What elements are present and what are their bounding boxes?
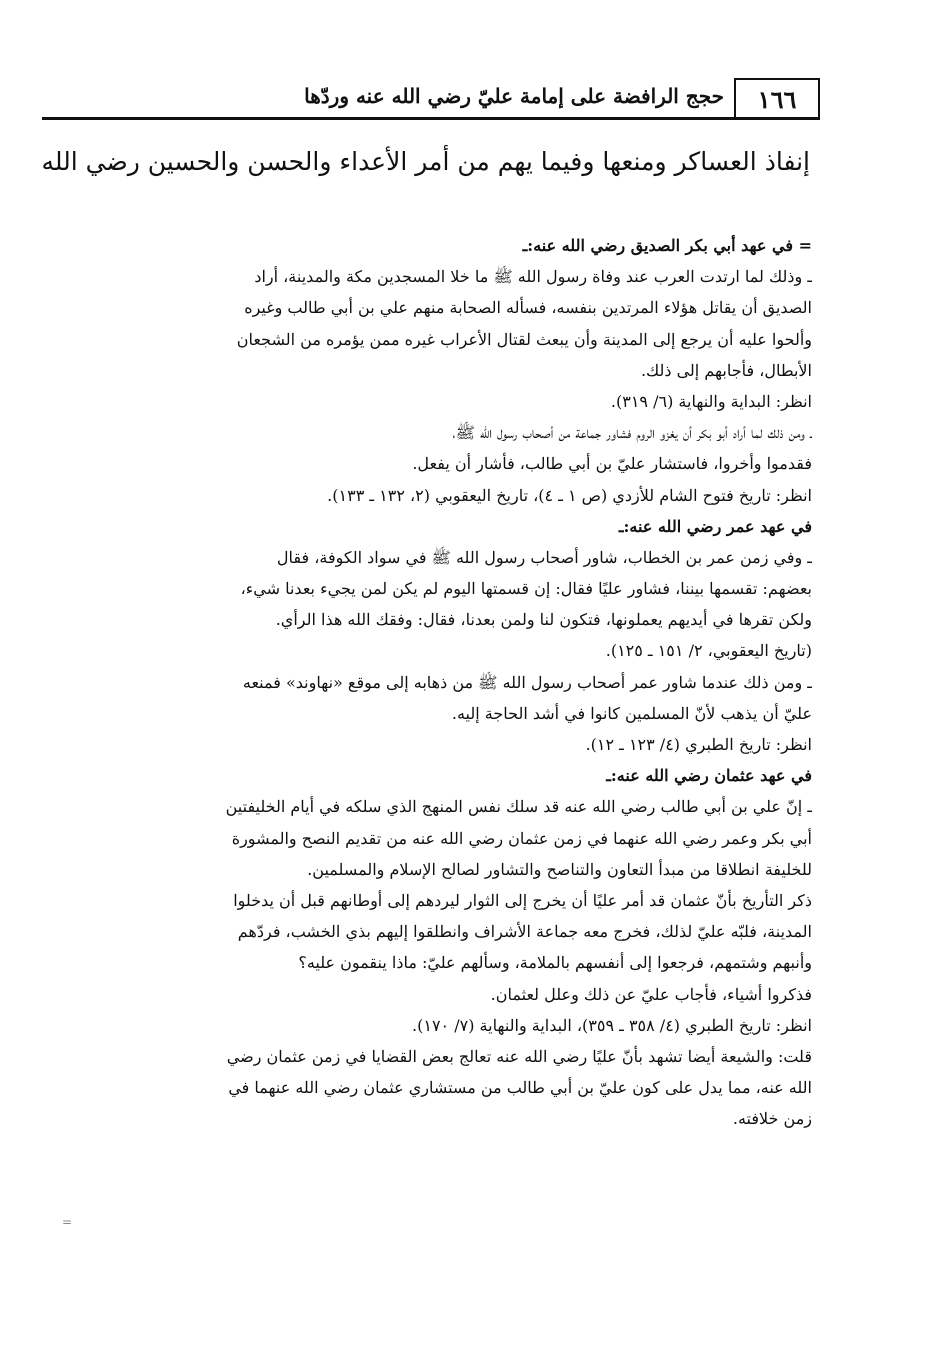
text-line: ذكر التأريخ بأنّ عثمان قد أمر عليًا أن يخرج إلى الثوار ليردهم إلى أوطانهم قبل أن يدخلوا — [233, 890, 812, 910]
section-subheading: في عهد عمر رضي الله عنه:ـ — [618, 516, 812, 536]
text-line: ـ ومن ذلك عندما شاور عمر أصحاب رسول الله ﷺ من ذهابه إلى موقع «نهاوند» فمنعه — [242, 672, 812, 692]
text-line: الله عنه، مما يدل على كون عليّ بن أبي طالب من مستشاري عثمان رضي الله عنهما في — [228, 1078, 812, 1098]
text-line: وأنبهم وشتمهم، فرجعوا إلى أنفسهم بالملامة، وسألهم عليّ: ماذا ينقمون عليه؟ — [298, 953, 812, 973]
text-line: ـ إنّ علي بن أبي طالب رضي الله عنه قد سلك نفس المنهج الذي سلكه في أيام الخليفتين — [225, 797, 812, 817]
text-line: ـ وذلك لما ارتدت العرب عند وفاة رسول الله ﷺ ما خلا المسجدين مكة والمدينة، أراد — [254, 267, 812, 287]
text-line: فذكروا أشياء، فأجاب عليّ عن ذلك وعلل لعثمان. — [490, 984, 812, 1004]
text-line: ـ ومن ذلك لما أراد أبو بكر أن يغزو الروم فشاور جماعة من أصحاب رسول الله ﷺ، — [452, 423, 812, 443]
text-line: أبي بكر وعمر رضي الله عنهما في زمن عثمان رضي الله عنه من تقديم النصح والمشورة — [231, 828, 812, 848]
text-line: عليّ أن يذهب لأنّ المسلمين كانوا في أشد الحاجة إليه. — [451, 703, 812, 723]
text-line: انظر: البداية والنهاية (٦/ ٣١٩). — [610, 391, 812, 411]
text-line: ولكن تقرها في أيديهم يعملونها، فتكون لنا ولمن بعدنا، فقال: وفقك الله هذا الرأي. — [275, 610, 812, 630]
text-line: ـ وفي زمن عمر بن الخطاب، شاور أصحاب رسول الله ﷺ في سواد الكوفة، فقال — [276, 547, 812, 567]
text-line: انظر: تاريخ الطبري (٤/ ٣٥٨ ـ ٣٥٩)، البداية والنهاية (٧/ ١٧٠). — [412, 1015, 812, 1035]
page-header — [42, 78, 820, 120]
text-line: وألحوا عليه أن يرجع إلى المدينة وأن يبعث لقتال الأعراب غيره ممن يؤمره من الشجعان — [236, 329, 812, 349]
section-title: إنفاذ العساكر ومنعها وفيما يهم من أمر الأعداء والحسن والحسين رضي الله — [41, 147, 810, 176]
text-line: زمن خلافته. — [732, 1109, 812, 1129]
text-line: قلت: والشيعة أيضا تشهد بأنّ عليًا رضي الله عنه تعالج بعض القضايا في زمن عثمان رضي — [226, 1046, 812, 1066]
text-line: انظر: تاريخ فتوح الشام للأزدي (ص ١ ـ ٤)، تاريخ اليعقوبي (٢، ١٣٢ ـ ١٣٣). — [327, 485, 812, 505]
section-subheading: = في عهد أبي بكر الصديق رضي الله عنه:ـ — [522, 236, 812, 255]
text-line: الأبطال، فأجابهم إلى ذلك. — [640, 360, 812, 380]
text-line: المدينة، فلبّه عليّ لذلك، فخرج معه جماعة الأشراف وانطلقوا إليهم بذي الخشب، فردّهم — [237, 922, 812, 942]
text-line: انظر: تاريخ الطبري (٤/ ١٢٣ ـ ١٢). — [585, 735, 812, 754]
body-text — [20, 230, 812, 1134]
margin-mark: = — [62, 1215, 73, 1229]
text-line: فقدموا وأخروا، فاستشار عليّ بن أبي طالب، فأشار أن يفعل. — [412, 454, 812, 474]
page-number: ١٦٦ — [734, 78, 820, 118]
header-rule — [42, 117, 820, 120]
running-title: حجج الرافضة على إمامة عليّ رضي الله عنه وردّها — [304, 84, 724, 108]
text-line: بعضهم: تقسمها بيننا، فشاور عليًا فقال: إن قسمتها اليوم لم يكن لمن يجيء بعدنا شيء، — [240, 579, 812, 599]
text-line: الصديق أن يقاتل هؤلاء المرتدين بنفسه، فسأله الصحابة منهم علي بن أبي طالب وغيره — [244, 298, 812, 318]
section-subheading: في عهد عثمان رضي الله عنه:ـ — [606, 766, 812, 786]
text-line: للخليفة انطلاقا من مبدأ التعاون والتناصح والتشاور لصالح الإسلام والمسلمين. — [307, 859, 812, 879]
text-line: (تاريخ اليعقوبي، ٢/ ١٥١ ـ ١٢٥). — [605, 641, 812, 661]
